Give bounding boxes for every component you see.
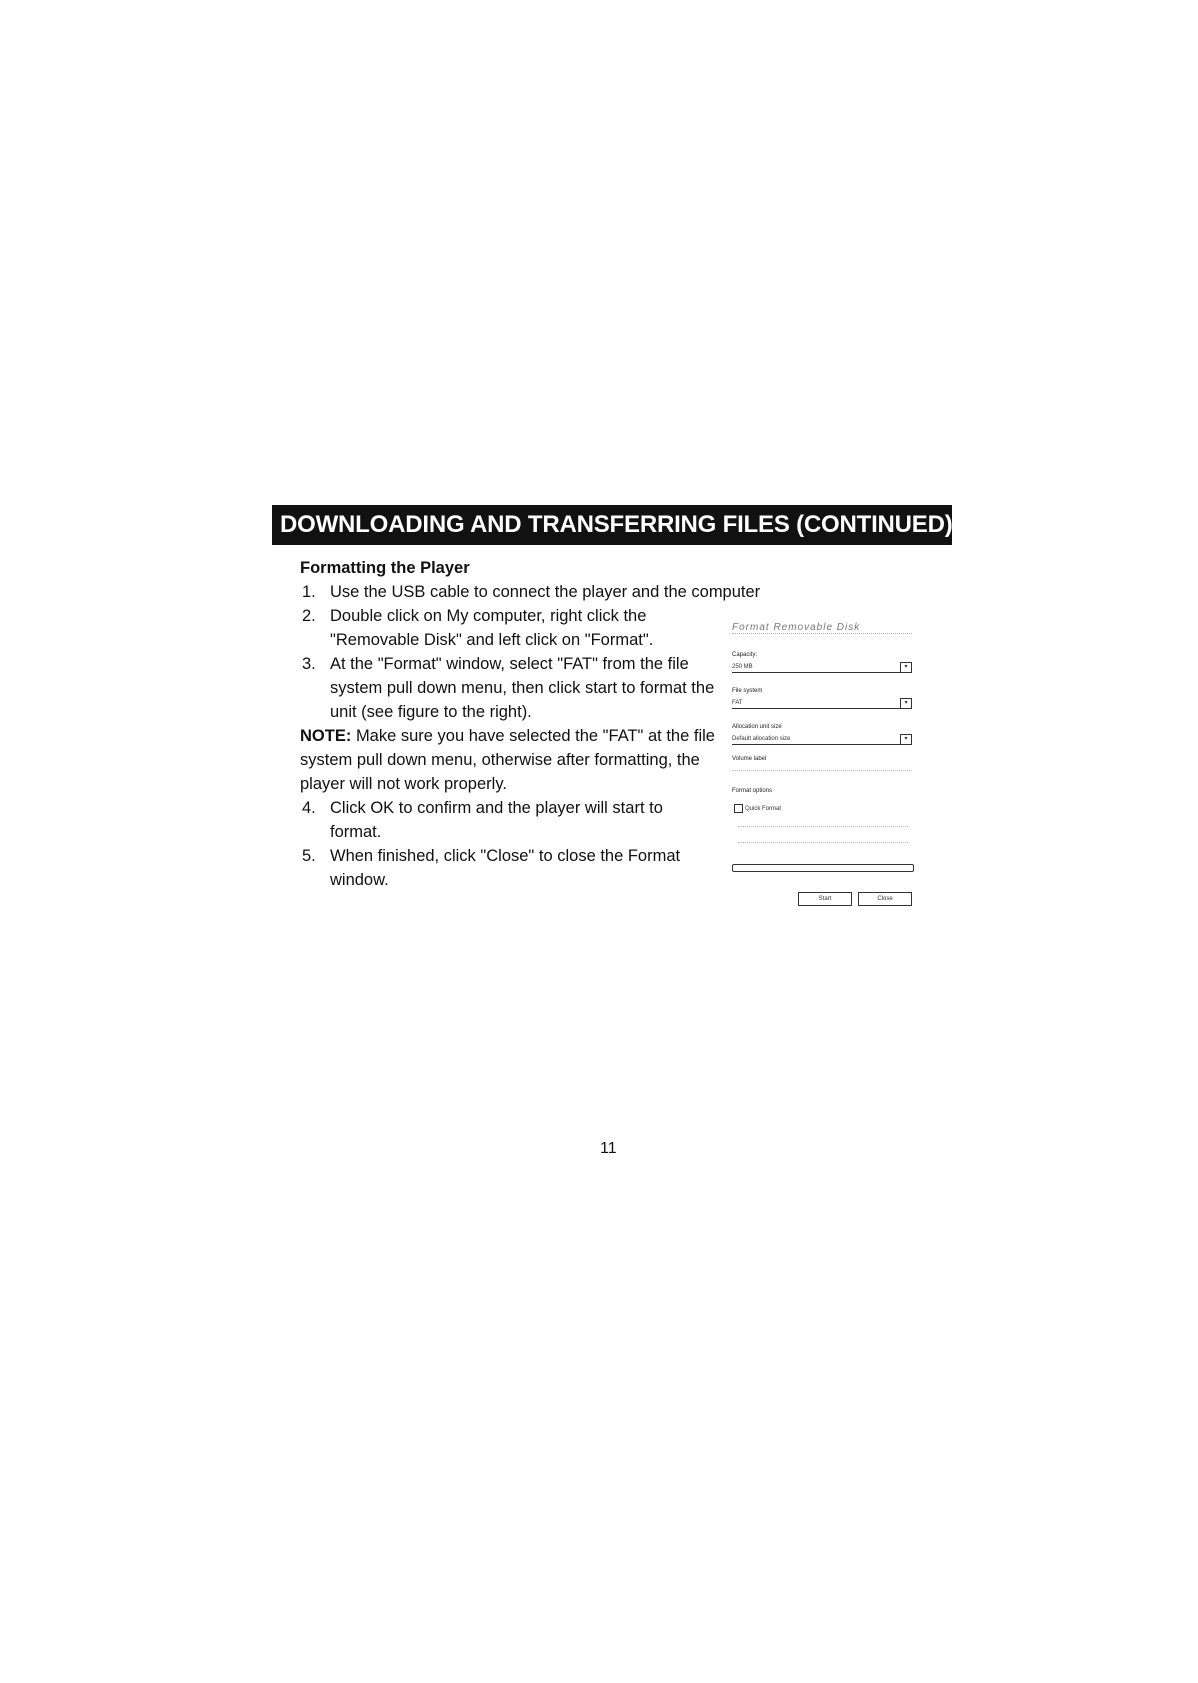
list-item xyxy=(300,844,700,892)
quick-format-checkbox xyxy=(734,804,781,813)
divider xyxy=(732,770,912,771)
volume-label: Volume label xyxy=(732,756,767,762)
quick-format-label: Quick Format xyxy=(745,806,782,813)
note-text: Make sure you have selected the "FAT" at the file system pull down menu, otherwise after formatting, the player will not work properly. xyxy=(300,727,715,793)
start-button: Start xyxy=(798,892,852,906)
list-item xyxy=(300,652,715,724)
filesystem-value: FAT xyxy=(732,700,743,706)
capacity-value: 250 MB xyxy=(732,664,753,670)
list-item xyxy=(300,580,850,604)
list-item xyxy=(300,604,715,652)
capacity-field xyxy=(732,662,912,673)
chevron-down-icon: ▾ xyxy=(900,662,912,673)
chevron-down-icon: ▾ xyxy=(900,698,912,709)
allocation-field xyxy=(732,734,912,745)
progress-bar xyxy=(732,864,914,872)
allocation-value: Default allocation size xyxy=(732,736,791,742)
figure-title: Format Removable Disk xyxy=(732,622,912,634)
section-subhead: Formatting the Player xyxy=(300,559,470,577)
list-item xyxy=(300,796,715,844)
step-number: 5. xyxy=(302,847,316,865)
note-paragraph xyxy=(300,724,715,796)
chevron-down-icon: ▾ xyxy=(900,734,912,745)
divider xyxy=(738,842,908,843)
checkbox-icon xyxy=(734,804,743,813)
format-dialog-figure xyxy=(728,620,918,918)
step-text: Double click on My computer, right click the "Removable Disk" and left click on "Format". xyxy=(330,607,654,649)
step-number: 2. xyxy=(302,607,316,625)
note-label: NOTE: xyxy=(300,727,352,745)
step-number: 3. xyxy=(302,655,316,673)
page-number: 11 xyxy=(600,1140,617,1157)
allocation-label: Allocation unit size xyxy=(732,724,782,730)
step-number: 4. xyxy=(302,799,316,817)
filesystem-label: File system xyxy=(732,688,763,694)
section-header: DOWNLOADING AND TRANSFERRING FILES (CONTINUED) xyxy=(272,505,952,545)
step-text: Click OK to confirm and the player will start to format. xyxy=(330,799,663,841)
capacity-label: Capacity: xyxy=(732,652,758,658)
step-text: Use the USB cable to connect the player and the computer xyxy=(330,583,761,601)
divider xyxy=(738,826,908,827)
step-number: 1. xyxy=(302,583,316,601)
filesystem-field xyxy=(732,698,912,709)
step-text: When finished, click "Close" to close the Format window. xyxy=(330,847,681,889)
format-options-label: Format options xyxy=(732,788,773,794)
close-button: Close xyxy=(858,892,912,906)
step-text: At the "Format" window, select "FAT" from the file system pull down menu, then click start to format the unit (see figure to the right). xyxy=(330,655,715,721)
